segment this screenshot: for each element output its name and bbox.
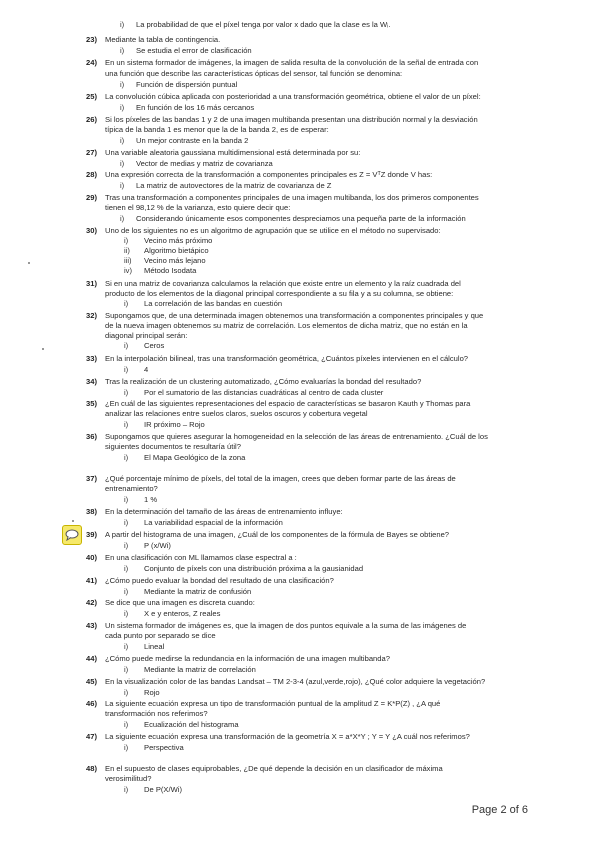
question-line: de la nueva imagen obtenemos su matriz de correlación. Los elementos de dicha matriz, que no están en la <box>105 321 468 330</box>
question-line: cada punto por separado se dice <box>105 631 216 640</box>
answer-line: La variabilidad espacial de la información <box>144 518 283 527</box>
answer-marker: i) <box>124 453 129 462</box>
answer-line: Vector de medias y matriz de covarianza <box>136 159 273 168</box>
question-number: 45) <box>86 677 97 686</box>
question-line: Supongamos que, de una determinada imagen obtenemos una transformación a componentes principales y que <box>105 311 484 320</box>
question-number: 37) <box>86 474 97 483</box>
question-line: La siguiente ecuación expresa una transformación de la geometría X = a*X*Y ; Y = Y ¿A cuál nos referimos? <box>105 732 470 741</box>
question-number: 23) <box>86 35 97 44</box>
question-line: diagonal principal serán: <box>105 331 188 340</box>
answer-marker: i) <box>124 785 129 794</box>
question-number: 44) <box>86 654 97 663</box>
question-line: entrenamiento? <box>105 484 158 493</box>
question-line: En una clasificación con ML llamamos clase espectral a : <box>105 553 297 562</box>
answer-marker: i) <box>124 609 129 618</box>
answer-line: De P(X/Wi) <box>144 785 182 794</box>
answer-line: Se estudia el error de clasificación <box>136 46 252 55</box>
answer-line: Rojo <box>144 688 160 697</box>
answer-line: La correlación de las bandas en cuestión <box>144 299 283 308</box>
answer-line: La probabilidad de que el píxel tenga por valor x dado que la clase es la Wᵢ. <box>136 20 391 29</box>
answer-line: Lineal <box>144 642 165 651</box>
answer-marker: i) <box>124 587 129 596</box>
answer-marker: i) <box>124 642 129 651</box>
question-line: ¿Qué porcentaje mínimo de píxels, del total de la imagen, crees que deben formar parte de las áreas de <box>105 474 456 483</box>
question-line: ¿Cómo puedo evaluar la bondad del resultado de una clasificación? <box>105 576 334 585</box>
question-number: 28) <box>86 170 97 179</box>
question-number: 46) <box>86 699 97 708</box>
question-line: ¿Cómo puede medirse la redundancia en la información de una imagen multibanda? <box>105 654 390 663</box>
question-line: Tras una transformación a componentes principales de una imagen multibanda, los dos primeros componentes <box>105 193 479 202</box>
question-number: 29) <box>86 193 97 202</box>
comment-icon[interactable] <box>62 525 82 545</box>
answer-line: Mediante la matriz de correlación <box>144 665 256 674</box>
question-line: transformación nos referimos? <box>105 709 208 718</box>
question-line: una función que describe las características ópticas del sensor, tal función se denomina: <box>105 69 403 78</box>
question-line: En la visualización color de las bandas Landsat – TM 2-3-4 (azul,verde,rojo), ¿Qué color adquiere la vegetación? <box>105 677 486 686</box>
answer-marker: i) <box>124 341 129 350</box>
question-number: 32) <box>86 311 97 320</box>
question-line: Supongamos que quieres asegurar la homogeneidad en la selección de las áreas de entrenamiento. ¿Cuál de los <box>105 432 488 441</box>
answer-marker: i) <box>120 181 125 190</box>
question-line: Tras la realización de un clustering automatizado, ¿Cómo evaluarías la bondad del resultado? <box>105 377 422 386</box>
answer-line: La matriz de autovectores de la matriz de covarianza de Z <box>136 181 332 190</box>
answer-line: X e y enteros, Z reales <box>144 609 221 618</box>
question-number: 43) <box>86 621 97 630</box>
question-line: analizar las relaciones entre suelos claros, suelos oscuros y cobertura vegetal <box>105 409 368 418</box>
question-line: Un sistema formador de imágenes es, que la imagen de dos puntos equivale a la suma de las imágenes de <box>105 621 467 630</box>
question-line: producto de los elementos de la diagonal principal correspondiente a su fila y a su columna, se obtiene: <box>105 289 454 298</box>
question-number: 38) <box>86 507 97 516</box>
question-number: 25) <box>86 92 97 101</box>
answer-marker: i) <box>124 388 129 397</box>
answer-line: El Mapa Geológico de la zona <box>144 453 246 462</box>
question-number: 47) <box>86 732 97 741</box>
answer-line: Un mejor contraste en la banda 2 <box>136 136 249 145</box>
scan-speck <box>72 520 74 522</box>
question-number: 24) <box>86 58 97 67</box>
answer-marker: i) <box>124 495 129 504</box>
question-line: Si los píxeles de las bandas 1 y 2 de una imagen multibanda presentan una distribución normal y la desviación <box>105 115 478 124</box>
answer-line: Considerando únicamente esos componentes despreciamos una pequeña parte de la información <box>136 214 466 223</box>
answer-marker: i) <box>124 541 129 550</box>
question-line: La siguiente ecuación expresa un tipo de transformación puntual de la amplitud Z = K*P(Z) , ¿A qué <box>105 699 441 708</box>
answer-line: Algoritmo bietápico <box>144 246 209 255</box>
answer-marker: i) <box>124 665 129 674</box>
answer-marker: iii) <box>124 256 132 265</box>
answer-line: P (x/Wi) <box>144 541 171 550</box>
answer-line: 1 % <box>144 495 158 504</box>
question-number: 35) <box>86 399 97 408</box>
question-line: verosimilitud? <box>105 774 152 783</box>
answer-line: 4 <box>144 365 149 374</box>
question-line: La convolución cúbica aplicada con posterioridad a una transformación geométrica, obtiene el valor de un píxel: <box>105 92 481 101</box>
answer-marker: i) <box>124 743 129 752</box>
answer-marker: i) <box>120 159 125 168</box>
question-number: 33) <box>86 354 97 363</box>
answer-marker: i) <box>124 688 129 697</box>
question-line: En un sistema formador de imágenes, la imagen de salida resulta de la convolución de la señal de entrada con <box>105 58 479 67</box>
answer-marker: i) <box>124 236 129 245</box>
answer-line: Ecualización del histograma <box>144 720 239 729</box>
question-line: A partir del histograma de una imagen, ¿Cuál de los componentes de la fórmula de Bayes se obtiene? <box>105 530 450 539</box>
question-line: Se dice que una imagen es discreta cuando: <box>105 598 255 607</box>
answer-line: Vecino más lejano <box>144 256 206 265</box>
answer-marker: i) <box>120 103 125 112</box>
question-line: Uno de los siguientes no es un algoritmo de agrupación que se utilice en el método no supervisado: <box>105 226 441 235</box>
question-line: Mediante la tabla de contingencia. <box>105 35 221 44</box>
question-number: 41) <box>86 576 97 585</box>
question-line: típica de la banda 1 es menor que la de la banda 2, es de esperar: <box>105 125 329 134</box>
answer-line: Mediante la matriz de confusión <box>144 587 252 596</box>
answer-line: Conjunto de píxels con una distribución próxima a la gausianidad <box>144 564 364 573</box>
question-number: 39) <box>86 530 97 539</box>
answer-line: En función de los 16 más cercanos <box>136 103 255 112</box>
scan-speck <box>42 348 44 350</box>
question-number: 30) <box>86 226 97 235</box>
answer-line: Por el sumatorio de las distancias cuadráticas al centro de cada cluster <box>144 388 384 397</box>
answer-line: Vecino más próximo <box>144 236 213 245</box>
question-line: En el supuesto de clases equiprobables, ¿De qué depende la decisión en un clasificador de máxima <box>105 764 443 773</box>
question-number: 36) <box>86 432 97 441</box>
answer-marker: iv) <box>124 266 133 275</box>
question-line: Una expresión correcta de la transformación a componentes principales es Z = VᵀZ donde V has: <box>105 170 433 179</box>
question-line: ¿En cuál de las siguientes representaciones del espacio de características se basaron Kauth y Thomas para <box>105 399 471 408</box>
question-line: tienen el 98,12 % de la varianza, esto quiere decir que: <box>105 203 291 212</box>
answer-marker: i) <box>124 299 129 308</box>
answer-line: Función de dispersión puntual <box>136 80 238 89</box>
answer-line: IR próximo – Rojo <box>144 420 205 429</box>
answer-marker: i) <box>120 136 125 145</box>
question-number: 27) <box>86 148 97 157</box>
question-number: 26) <box>86 115 97 124</box>
question-number: 31) <box>86 279 97 288</box>
question-number: 40) <box>86 553 97 562</box>
answer-marker: i) <box>124 518 129 527</box>
answer-marker: i) <box>120 214 125 223</box>
answer-line: Ceros <box>144 341 165 350</box>
question-line: En la determinación del tamaño de las áreas de entrenamiento influye: <box>105 507 343 516</box>
answer-line: Perspectiva <box>144 743 184 752</box>
question-line: Una variable aleatoria gaussiana multidimensional está determinada por su: <box>105 148 361 157</box>
answer-marker: i) <box>124 564 129 573</box>
page-number: Page 2 of 6 <box>471 804 528 816</box>
answer-line: Método Isodata <box>144 266 197 275</box>
answer-marker: i) <box>124 420 129 429</box>
answer-marker: i) <box>124 365 129 374</box>
question-number: 42) <box>86 598 97 607</box>
question-line: En la interpolación bilineal, tras una transformación geométrica, ¿Cuántos píxeles intervienen en el cálculo? <box>105 354 469 363</box>
answer-marker: i) <box>120 20 125 29</box>
answer-marker: ii) <box>124 246 130 255</box>
speech-bubble-icon <box>65 529 79 541</box>
question-line: Si en una matriz de covarianza calculamos la relación que existe entre un elemento y la raíz cuadrada del <box>105 279 461 288</box>
answer-marker: i) <box>120 80 125 89</box>
answer-marker: i) <box>120 46 125 55</box>
question-line: siguientes documentos te resultaría útil? <box>105 442 241 451</box>
question-number: 34) <box>86 377 97 386</box>
question-number: 48) <box>86 764 97 773</box>
answer-marker: i) <box>124 720 129 729</box>
scan-speck <box>28 262 30 264</box>
